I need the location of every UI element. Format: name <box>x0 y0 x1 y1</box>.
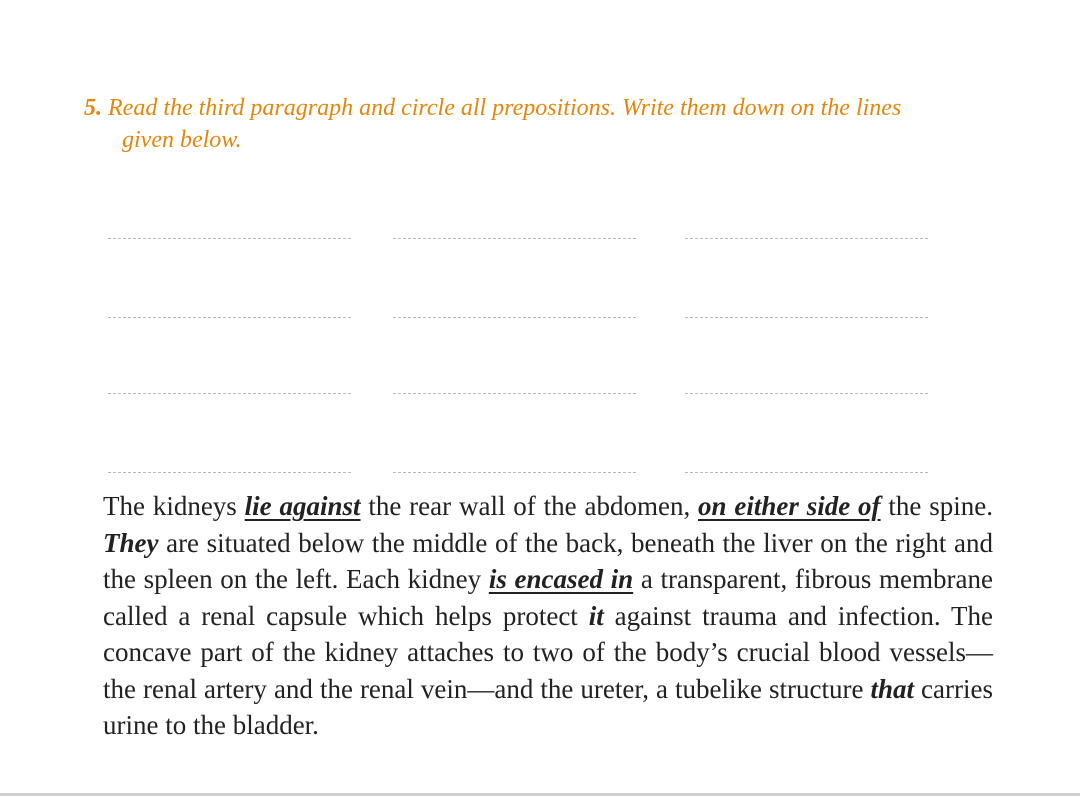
instruction-line-2: given below. <box>122 127 242 153</box>
highlighted-word: They <box>103 527 159 558</box>
passage-text: the spine. <box>880 491 993 521</box>
instruction-line-1: Read the third paragraph and circle all prepositions. Write them down on the lines <box>108 95 902 121</box>
answer-line[interactable] <box>685 238 928 239</box>
passage-text: a transparent, fibrous membrane called a renal capsule which helps protect <box>103 564 993 631</box>
highlighted-phrase: lie against <box>244 491 361 521</box>
exercise-instruction <box>84 92 1024 156</box>
answer-line[interactable] <box>393 393 636 394</box>
passage-text: against trauma and infection. The concave part of the kidney attaches to two of the body’s crucial blood vessels—the renal artery and the renal vein—and the ureter, a tubelike structure <box>103 600 993 704</box>
highlighted-phrase: is encased in <box>488 564 634 594</box>
answer-line[interactable] <box>685 472 928 473</box>
exercise-number: 5. <box>84 95 102 121</box>
passage-text: The kidneys <box>103 491 245 521</box>
reading-passage <box>103 488 993 744</box>
answer-line[interactable] <box>393 472 636 473</box>
passage-text: the rear wall of the abdomen, <box>360 491 699 521</box>
answer-line[interactable] <box>393 238 636 239</box>
highlighted-word: that <box>870 673 915 704</box>
passage-text: are situated below the middle of the back, beneath the liver on the right and the spleen on the left. Each kidney <box>103 527 993 594</box>
answer-line[interactable] <box>393 317 636 318</box>
answer-line[interactable] <box>108 393 351 394</box>
passage-text: carries urine to the bladder. <box>103 673 993 740</box>
answer-line[interactable] <box>685 393 928 394</box>
answer-line[interactable] <box>108 317 351 318</box>
highlighted-word: it <box>588 600 604 631</box>
answer-line[interactable] <box>108 238 351 239</box>
highlighted-phrase: on either side of <box>698 491 881 521</box>
answer-line[interactable] <box>108 472 351 473</box>
answer-line[interactable] <box>685 317 928 318</box>
